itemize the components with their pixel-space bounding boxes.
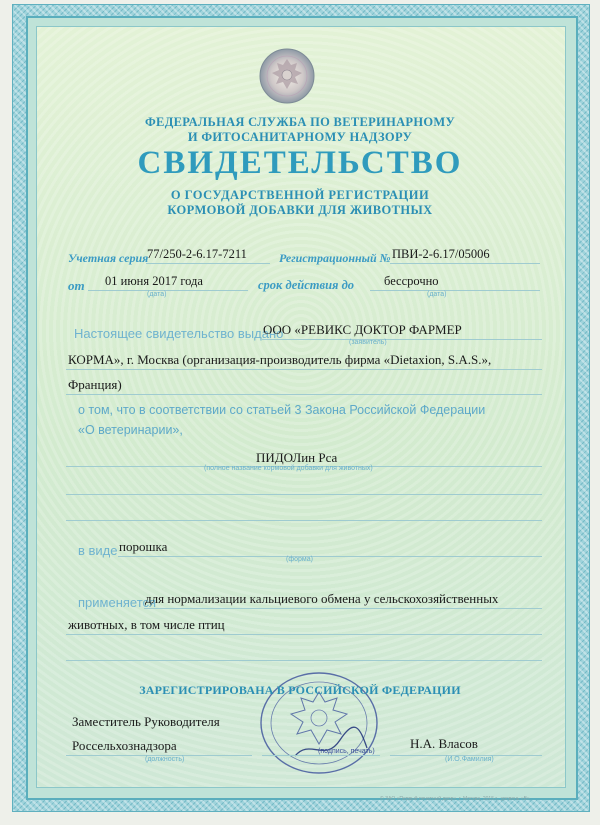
applicant-line3: Франция) bbox=[68, 377, 122, 392]
use-line1: для нормализации кальциевого обмена у сельскохозяйственных bbox=[145, 591, 499, 606]
series-value: 77/250-2-6.17-7211 bbox=[147, 247, 247, 261]
signer-position-line2: Россельхознадзора bbox=[72, 738, 177, 753]
product-name: ПИДОЛин Рса bbox=[256, 450, 338, 465]
hologram-emblem-icon bbox=[257, 47, 317, 105]
validity-label: срок действия до bbox=[258, 278, 355, 292]
subtitle-line1: О ГОСУДАРСТВЕННОЙ РЕГИСТРАЦИИ bbox=[170, 188, 430, 202]
validity-hint: (дата) bbox=[427, 291, 447, 298]
agency-name-line2: И ФИТОСАНИТАРНОМУ НАДЗОРУ bbox=[187, 130, 413, 144]
series-label: Учетная серия bbox=[68, 251, 149, 265]
reg-number-value: ПВИ-2-6.17/05006 bbox=[392, 247, 490, 261]
signer-name: Н.А. Власов bbox=[410, 736, 478, 751]
use-line2: животных, в том числе птиц bbox=[68, 617, 225, 632]
applicant-hint: (заявитель) bbox=[349, 339, 387, 346]
print-note: © ЗАО «Первый печатный двор», г. Москва, 2015 г., уровень «В» bbox=[380, 796, 530, 802]
use-label: применяется bbox=[78, 595, 157, 610]
law-reference-line1: о том, что в соответствии со статьей 3 Закона Российской Федерации bbox=[78, 403, 486, 417]
registered-in-rf: ЗАРЕГИСТРИРОВАНА В РОССИЙСКОЙ ФЕДЕРАЦИИ bbox=[139, 683, 461, 697]
agency-name-line1: ФЕДЕРАЛЬНАЯ СЛУЖБА ПО ВЕТЕРИНАРНОМУ bbox=[145, 115, 455, 129]
date-hint: (дата) bbox=[147, 291, 167, 298]
product-name-hint: (полное название кормовой добавки для животных) bbox=[204, 465, 373, 472]
issue-date-value: 01 июня 2017 года bbox=[105, 274, 203, 288]
document-title: СВИДЕТЕЛЬСТВО bbox=[137, 145, 463, 181]
form-value: порошка bbox=[119, 539, 168, 554]
validity-value: бессрочно bbox=[384, 274, 439, 288]
reg-number-label: Регистрационный № bbox=[279, 251, 391, 265]
signer-name-hint: (И.О.Фамилия) bbox=[445, 756, 494, 763]
form-label: в виде bbox=[78, 543, 118, 558]
form-hint: (форма) bbox=[286, 556, 313, 563]
law-reference-line2: «О ветеринарии», bbox=[78, 423, 183, 437]
applicant-line1: ООО «РЕВИКС ДОКТОР ФАРМЕР bbox=[263, 322, 462, 337]
subtitle-line2: КОРМОВОЙ ДОБАВКИ ДЛЯ ЖИВОТНЫХ bbox=[167, 203, 433, 217]
seal-hint: (подпись, печать) bbox=[318, 748, 375, 755]
issued-to-label: Настоящее свидетельство выдано bbox=[74, 326, 284, 341]
signer-position-line1: Заместитель Руководителя bbox=[72, 714, 220, 729]
position-hint: (должность) bbox=[145, 756, 185, 763]
from-label: от bbox=[68, 278, 85, 293]
applicant-line2: КОРМА», г. Москва (организация-производитель фирма «Dietaxion, S.A.S.», bbox=[68, 352, 492, 367]
